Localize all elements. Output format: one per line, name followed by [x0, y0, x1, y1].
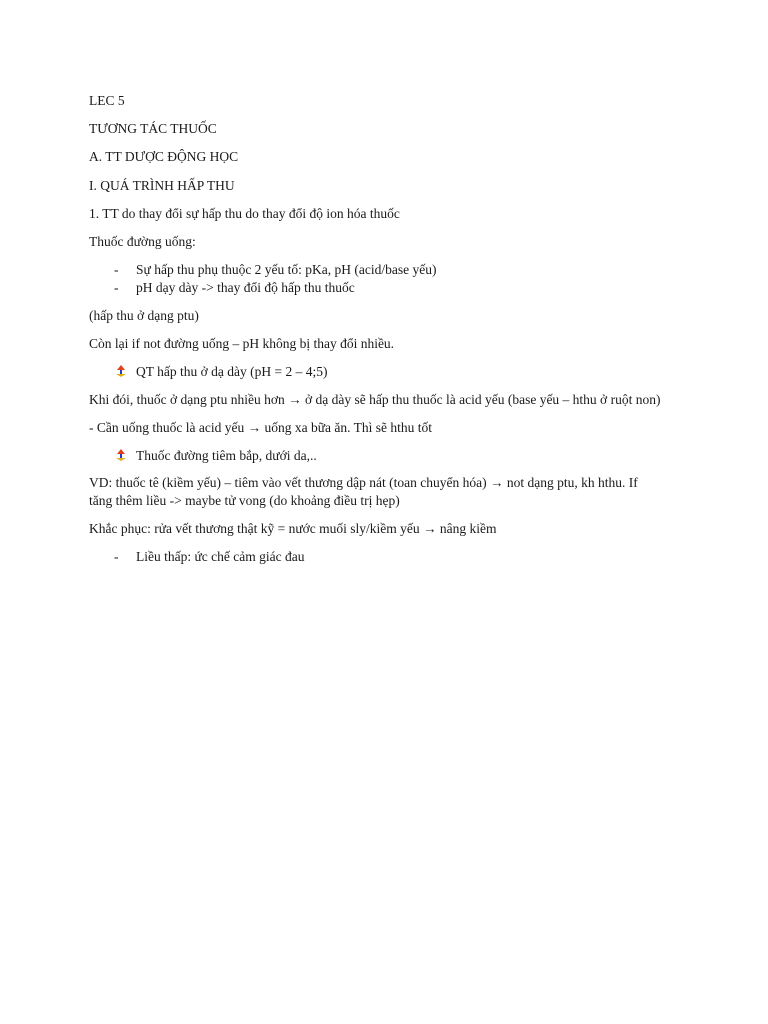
arrow-bullet-icon — [114, 364, 128, 378]
document-title: TƯƠNG TÁC THUỐC — [89, 121, 217, 136]
list-item-text: Sự hấp thu phụ thuộc 2 yếu tố: pKa, pH (acid/base yếu) — [136, 262, 437, 277]
dash-marker: - — [114, 549, 119, 564]
list-item-text: Thuốc đường tiêm bắp, dưới da,.. — [136, 448, 317, 463]
section-heading-a: A. TT DƯỢC ĐỘNG HỌC — [89, 149, 239, 164]
subsection-heading-1: 1. TT do thay đổi sự hấp thu do thay đổi độ ion hóa thuốc — [89, 206, 400, 221]
paragraph-fasting: Khi đói, thuốc ở dạng ptu nhiều hơn → ở dạ dày sẽ hấp thu thuốc là acid yếu (base yếu – hthu ở ruột non) — [89, 392, 661, 407]
list-item-text: pH dạy dày -> thay đổi độ hấp thu thuốc — [136, 280, 355, 295]
paragraph-example-line2: tăng thêm liều -> maybe tử vong (do khoảng điều trị hẹp) — [89, 493, 400, 508]
paragraph-example-line1: VD: thuốc tê (kiềm yếu) – tiêm vào vết thương dập nát (toan chuyển hóa) → not dạng ptu, kh hthu. If — [89, 475, 638, 490]
list-item-text: Liều thấp: ức chế cảm giác đau — [136, 549, 305, 564]
paragraph-advice: - Cần uống thuốc là acid yếu → uống xa bữa ăn. Thì sẽ hthu tốt — [89, 420, 432, 435]
section-heading-i: I. QUÁ TRÌNH HẤP THU — [89, 178, 235, 193]
list-item-text: QT hấp thu ở dạ dày (pH = 2 – 4;5) — [136, 364, 328, 379]
paragraph-remedy: Khắc phục: rửa vết thương thật kỹ = nước muối sly/kiềm yếu → nâng kiềm — [89, 521, 497, 536]
lecture-number: LEC 5 — [89, 93, 125, 108]
dash-marker: - — [114, 280, 119, 295]
arrow-bullet-icon — [114, 448, 128, 462]
paragraph-other-routes: Còn lại if not đường uống – pH không bị thay đổi nhiều. — [89, 336, 395, 351]
dash-marker: - — [114, 262, 119, 277]
paragraph-oral-route: Thuốc đường uống: — [89, 234, 196, 249]
paragraph-note: (hấp thu ở dạng ptu) — [89, 308, 199, 323]
